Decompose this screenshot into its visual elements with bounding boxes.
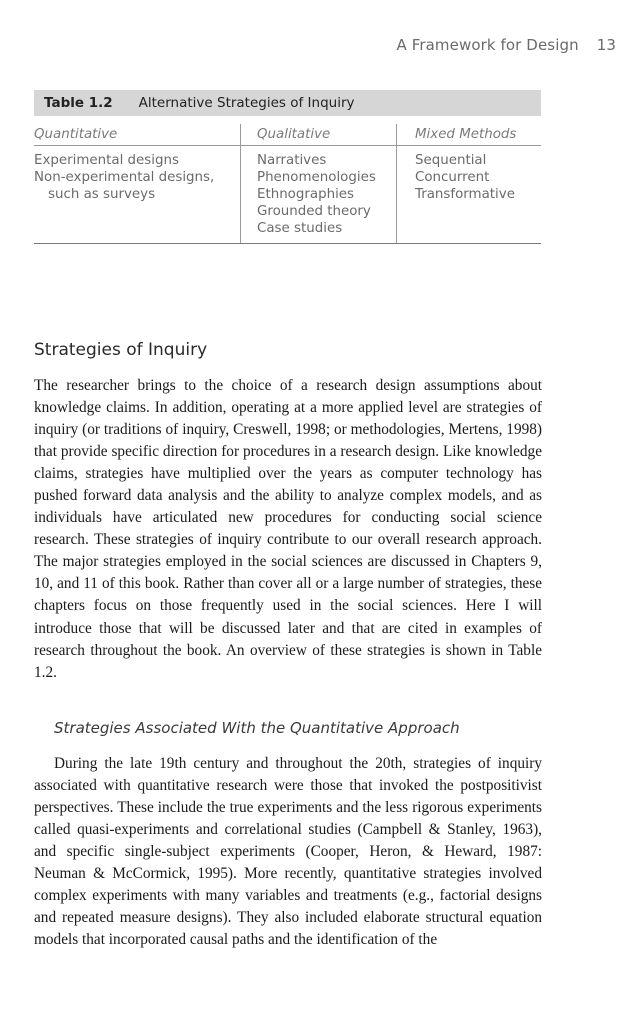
subsection-heading: Strategies Associated With the Quantitative Approach [54, 719, 460, 737]
table-row [34, 146, 541, 244]
list-item: Narratives [257, 153, 327, 168]
list-item: Experimental designs [34, 153, 179, 168]
list-item: Non-experimental designs, [34, 170, 215, 185]
body-paragraph-1: The researcher brings to the choice of a research design assumptions about knowledge claims. In addition, operating at a more applied level are strategies of inquiry (or traditions of inquiry, Creswell, 1998; or methodologies, Mertens, 1998) that provide specific direction for procedures in a research design. Like knowledge claims, strategies have multiplied over the years as computer technology has pushed forward data analysis and the ability to analyze complex models, and as individuals have articulated new procedures for conducting social science research. These strategies of inquiry contribute to our overall research approach. The major strategies employed in the social sciences are discussed in Chapters 9, 10, and 11 of this book. Rather than cover all or a large number of strategies, these chapters focus on those frequently used in the social sciences. Here I will introduce those that will be discussed later and that are cited in examples of research throughout the book. An overview of these strategies is shown in Table 1.2. [34, 377, 542, 681]
list-item: Case studies [257, 221, 343, 236]
column-header-quantitative: Quantitative [34, 124, 241, 146]
list-item: Grounded theory [257, 204, 371, 219]
column-header-mixed-methods: Mixed Methods [397, 124, 542, 146]
running-head [34, 36, 616, 54]
list-item: Ethnographies [257, 187, 355, 202]
list-item: Sequential [415, 153, 487, 168]
table-caption: Alternative Strategies of Inquiry [138, 95, 355, 111]
table-label: Table 1.2 [44, 95, 113, 111]
running-head-title: A Framework for Design [396, 36, 579, 54]
list-item: such as surveys [48, 187, 156, 202]
table-header-row [34, 124, 541, 146]
page-number: 13 [596, 36, 616, 54]
body-paragraph-2: During the late 19th century and throughout the 20th, strategies of inquiry associated with quantitative research were those that invoked the postpositivist perspectives. These include the true experiments and the less rigorous experiments called quasi-experiments and correlational studies (Campbell & Stanley, 1963), and specific single-subject experiments (Cooper, Heron, & Heward, 1987: Neuman & McCormick, 1995). More recently, quantitative strategies involved complex experiments with many variables and treatments (e.g., factorial designs and repeated measure designs). They also included elaborate structural equation models that incorporated causal paths and the identification of the [34, 755, 542, 949]
cell-quantitative [34, 146, 241, 244]
list-item: Concurrent [415, 170, 490, 185]
cell-mixed-methods [397, 146, 542, 244]
list-item: Transformative [415, 187, 515, 202]
list-item: Phenomenologies [257, 170, 376, 185]
table-caption-bar [34, 90, 541, 116]
column-header-qualitative: Qualitative [241, 124, 397, 146]
strategies-table [34, 90, 541, 244]
section-heading: Strategies of Inquiry [34, 340, 208, 360]
strategies-grid [34, 124, 541, 244]
cell-qualitative [241, 146, 397, 244]
